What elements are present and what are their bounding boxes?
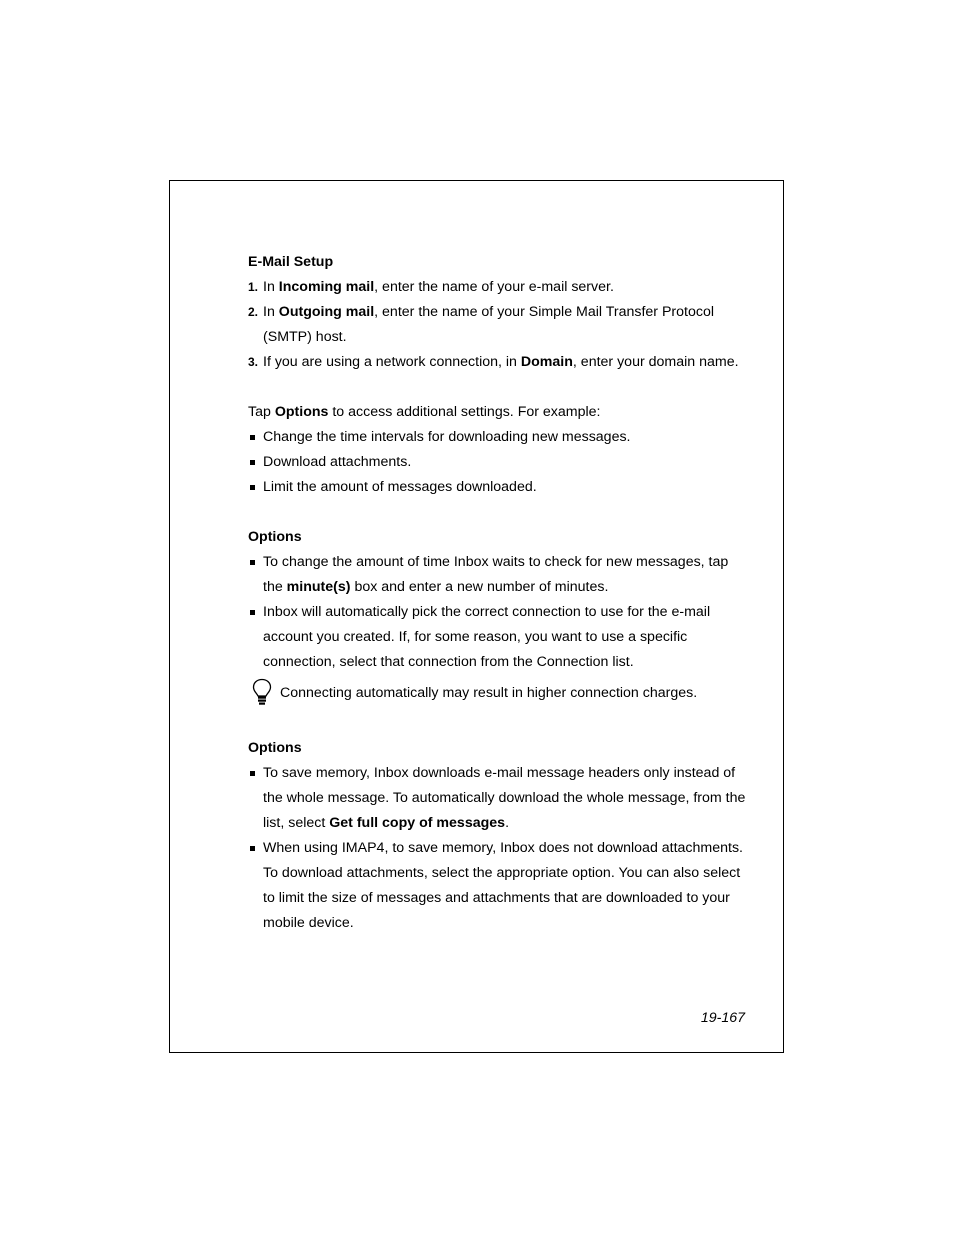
list-item: When using IMAP4, to save memory, Inbox does not download attachments. To download attachments, select the appropriate option. You can also select to limit the size of messages and attachments that are downloaded to your mobile device.: [248, 836, 748, 936]
list-item: Inbox will automatically pick the correct connection to use for the e-mail account you created. If, for some reason, you want to use a specific connection, select that connection from the Connection list.: [248, 600, 748, 675]
page-number: 19-167: [700, 1010, 745, 1026]
intro-text: Tap: [248, 404, 275, 420]
section-heading-options: Options: [248, 529, 302, 545]
options-list: [248, 550, 748, 675]
list-text: To save memory, Inbox downloads e-mail message headers only instead of the whole message. To automatically download the whole message, from the list, select: [263, 765, 746, 831]
list-text: .: [505, 815, 510, 831]
list-item: Limit the amount of messages downloaded.: [248, 475, 748, 500]
section-heading-email-setup: E-Mail Setup: [248, 254, 334, 270]
list-bold-term: Get full copy of messages: [329, 815, 506, 831]
step-item: [248, 300, 748, 350]
spacer: [248, 706, 748, 736]
step-text: , enter your domain name.: [572, 354, 739, 370]
options-intro: [248, 400, 748, 425]
step-text: In: [263, 279, 279, 295]
step-text: If you are using a network connection, in: [263, 354, 521, 370]
step-number: 1.: [248, 280, 259, 294]
tip-note: [248, 681, 748, 706]
options-list-2: [248, 761, 748, 936]
list-item: [248, 761, 748, 836]
step-text: , enter the name of your Simple Mail Transfer Protocol (SMTP) host.: [263, 304, 715, 345]
step-bold-term: Incoming mail: [278, 279, 375, 295]
intro-bold-term: Options: [274, 404, 329, 420]
intro-text: to access additional settings. For example:: [328, 404, 601, 420]
tip-text: Connecting automatically may result in higher connection charges.: [280, 685, 698, 701]
step-bold-term: Outgoing mail: [278, 304, 375, 320]
step-number: 2.: [248, 305, 259, 319]
step-item: [248, 275, 748, 300]
setup-steps: [248, 275, 748, 375]
step-number: 3.: [248, 355, 259, 369]
page-content: [248, 250, 748, 936]
spacer: [248, 500, 748, 525]
step-item: [248, 350, 748, 375]
options-examples-list: [248, 425, 748, 500]
spacer: [248, 375, 748, 400]
step-bold-term: Domain: [520, 354, 573, 370]
lightbulb-icon: [252, 678, 272, 706]
list-text: To change the amount of time Inbox waits to check for new messages, tap the: [263, 554, 729, 595]
list-bold-term: minute(s): [286, 579, 351, 595]
list-text: box and enter a new number of minutes.: [350, 579, 609, 595]
list-item: [248, 550, 748, 600]
section-heading-options-2: Options: [248, 740, 302, 756]
list-item: Change the time intervals for downloading new messages.: [248, 425, 748, 450]
step-text: In: [263, 304, 279, 320]
list-item: Download attachments.: [248, 450, 748, 475]
step-text: , enter the name of your e-mail server.: [374, 279, 614, 295]
